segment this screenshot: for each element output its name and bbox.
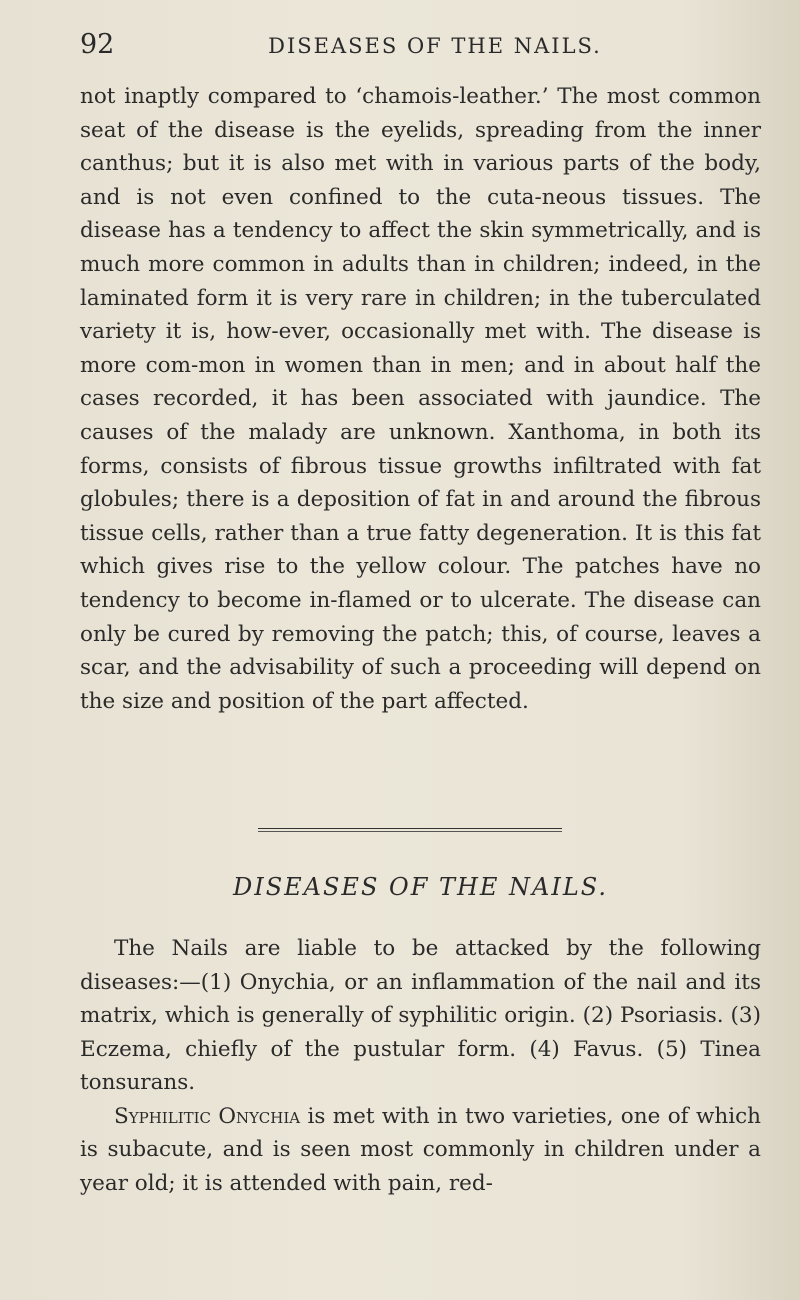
paragraph-body: is met with in two varieties, one of which is subacute, and is seen most commonly in children under a year old; it is attended with pain, red-	[80, 1103, 761, 1196]
section-text-block	[80, 932, 761, 1200]
syphilitic-onychia-paragraph	[80, 1100, 761, 1201]
continuation-paragraph: not inaptly compared to ‘chamois-leather.’ The most common seat of the disease is the eyelids, spreading from the inner canthus; but it is also met with in various parts of the body, and is not even confined to the cuta-neous tissues. The disease has a tendency to affect the skin symmetrically, and is much more common in adults than in children; indeed, in the laminated form it is very rare in children; in the tuberculated variety it is, how-ever, occasionally met with. The disease is more com-mon in women than in men; and in about half the cases recorded, it has been associated with jaundice. The causes of the malady are unknown. Xanthoma, in both its forms, consists of fibrous tissue growths infiltrated with fat globules; there is a deposition of fat in and around the fibrous tissue cells, rather than a true fatty degeneration. It is this fat which gives rise to the yellow colour. The patches have no tendency to become in-flamed or to ulcerate. The disease can only be cured by removing the patch; this, of course, leaves a scar, and the advisability of such a proceeding will depend on the size and position of the part affected.	[80, 84, 761, 714]
running-title: DISEASES OF THE NAILS.	[268, 34, 602, 58]
page-header	[80, 28, 760, 68]
section-intro-paragraph: The Nails are liable to be attacked by the following diseases:—(1) Onychia, or an inflammation of the nail and its matrix, which is generally of syphilitic origin. (2) Psoriasis. (3) Eczema, chiefly of the pustular form. (4) Favus. (5) Tinea tonsurans.	[80, 936, 761, 1095]
section-heading: DISEASES OF THE NAILS.	[232, 873, 609, 901]
paragraph-lead-term: Syphilitic Onychia	[114, 1103, 301, 1129]
page-number: 92	[80, 29, 115, 60]
section-divider-rule	[258, 828, 562, 832]
continuation-text-block	[80, 80, 761, 718]
